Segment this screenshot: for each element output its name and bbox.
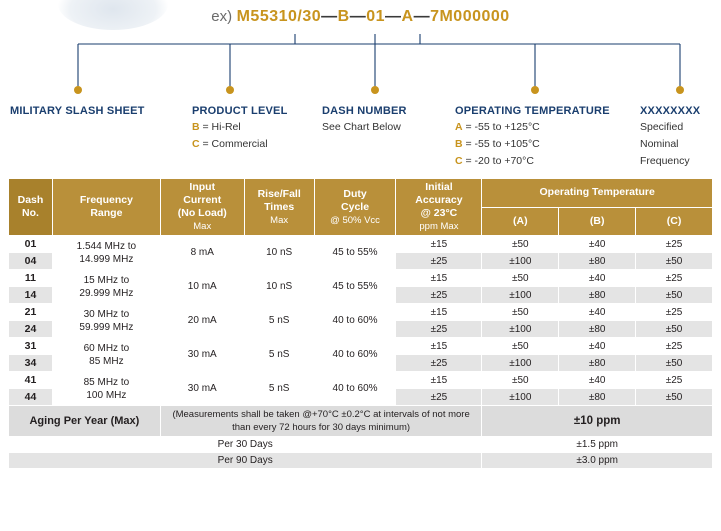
- cell-dash-no: 44: [9, 389, 53, 406]
- cell-initial-accuracy: ±25: [396, 389, 482, 406]
- cell-initial-accuracy: ±15: [396, 270, 482, 287]
- cell-frequency-range: 60 MHz to 85 MHz: [52, 338, 160, 372]
- cell-temp-b: ±40: [559, 338, 636, 355]
- table-row: [9, 270, 713, 287]
- cell-rise-fall: 5 nS: [244, 372, 314, 406]
- cell-frequency-range: 1.544 MHz to 14.999 MHz: [52, 236, 160, 270]
- cell-frequency-range: 85 MHz to 100 MHz: [52, 372, 160, 406]
- header-operating-temperature: Operating Temperature: [482, 179, 713, 208]
- legend-line: A = -55 to +125°C: [455, 121, 540, 133]
- legend-item-frequency: [640, 105, 700, 168]
- table-row: [9, 338, 713, 355]
- cell-duty-cycle: 40 to 60%: [314, 304, 396, 338]
- cell-temp-a: ±100: [482, 355, 559, 372]
- header-temp-c: (C): [636, 207, 713, 236]
- header-initial-accuracy: Initial Accuracy @ 23°C ppm Max: [396, 179, 482, 236]
- aging-sub-row: [9, 437, 713, 453]
- cell-temp-a: ±100: [482, 389, 559, 406]
- cell-dash-no: 24: [9, 321, 53, 338]
- callout-connectors: [0, 30, 721, 102]
- legend-line: See Chart Below: [322, 121, 401, 133]
- cell-temp-c: ±25: [636, 236, 713, 253]
- cell-dash-no: 21: [9, 304, 53, 321]
- aging-sub-value: ±1.5 ppm: [482, 437, 713, 453]
- cell-dash-no: 31: [9, 338, 53, 355]
- cell-temp-c: ±25: [636, 338, 713, 355]
- cell-input-current: 20 mA: [160, 304, 244, 338]
- cell-initial-accuracy: ±15: [396, 372, 482, 389]
- cell-frequency-range: 30 MHz to 59.999 MHz: [52, 304, 160, 338]
- cell-temp-c: ±50: [636, 321, 713, 338]
- legend-line: Frequency: [640, 155, 690, 167]
- cell-temp-c: ±50: [636, 287, 713, 304]
- pn-segment-frequency: 7M000000: [430, 8, 510, 25]
- cell-temp-b: ±80: [559, 389, 636, 406]
- pn-segment-dash-number: 01: [366, 8, 386, 25]
- cell-initial-accuracy: ±15: [396, 338, 482, 355]
- cell-frequency-range: 15 MHz to 29.999 MHz: [52, 270, 160, 304]
- legend-title: XXXXXXXX: [640, 105, 701, 117]
- cell-temp-c: ±25: [636, 304, 713, 321]
- legend-line: Nominal: [640, 138, 679, 150]
- header-input-current: Input Current (No Load) Max: [160, 179, 244, 236]
- cell-temp-c: ±50: [636, 389, 713, 406]
- legend-line: C = -20 to +70°C: [455, 155, 534, 167]
- pn-segment-product-level: B: [337, 8, 350, 25]
- cell-dash-no: 14: [9, 287, 53, 304]
- legend-item-product-level: [192, 105, 288, 151]
- legend-title: MILITARY SLASH SHEET: [10, 105, 145, 117]
- table-row: [9, 304, 713, 321]
- part-number-code: [237, 8, 510, 25]
- header-temp-a: (A): [482, 207, 559, 236]
- cell-temp-a: ±50: [482, 236, 559, 253]
- cell-initial-accuracy: ±15: [396, 304, 482, 321]
- table-header-row: [9, 179, 713, 208]
- cell-temp-c: ±25: [636, 270, 713, 287]
- aging-sub-row: [9, 453, 713, 469]
- header-duty-cycle: Duty Cycle @ 50% Vcc: [314, 179, 396, 236]
- cell-temp-b: ±40: [559, 236, 636, 253]
- cell-initial-accuracy: ±25: [396, 287, 482, 304]
- cell-temp-b: ±40: [559, 270, 636, 287]
- cell-dash-no: 11: [9, 270, 53, 287]
- cell-duty-cycle: 45 to 55%: [314, 270, 396, 304]
- cell-temp-a: ±50: [482, 372, 559, 389]
- cell-dash-no: 04: [9, 253, 53, 270]
- cell-rise-fall: 5 nS: [244, 338, 314, 372]
- legend-line: B = -55 to +105°C: [455, 138, 540, 150]
- aging-label: Aging Per Year (Max): [9, 406, 161, 437]
- part-number-example: [0, 8, 721, 26]
- cell-temp-c: ±50: [636, 253, 713, 270]
- cell-input-current: 30 mA: [160, 338, 244, 372]
- cell-initial-accuracy: ±15: [396, 236, 482, 253]
- cell-initial-accuracy: ±25: [396, 321, 482, 338]
- aging-note: (Measurements shall be taken @+70°C ±0.2°C at intervals of not more than every 72 hours for 30 days minimum): [160, 406, 482, 437]
- cell-duty-cycle: 40 to 60%: [314, 372, 396, 406]
- aging-value: ±10 ppm: [482, 406, 713, 437]
- pn-separator-4: —: [413, 8, 431, 25]
- cell-temp-a: ±50: [482, 338, 559, 355]
- cell-duty-cycle: 40 to 60%: [314, 338, 396, 372]
- cell-initial-accuracy: ±25: [396, 355, 482, 372]
- pn-segment-slash-sheet: M55310/30: [236, 8, 322, 25]
- header-rise-fall-times: Rise/Fall Times Max: [244, 179, 314, 236]
- cell-temp-a: ±100: [482, 321, 559, 338]
- legend-item-military-slash-sheet: [10, 105, 145, 117]
- example-prefix: ex): [211, 8, 233, 25]
- legend-title: DASH NUMBER: [322, 105, 407, 117]
- legend-line: B = Hi-Rel: [192, 121, 241, 133]
- legend-title: PRODUCT LEVEL: [192, 105, 288, 117]
- table-row: [9, 236, 713, 253]
- cell-input-current: 10 mA: [160, 270, 244, 304]
- specification-table: [8, 178, 713, 469]
- legend-title: OPERATING TEMPERATURE: [455, 105, 610, 117]
- table-row: [9, 372, 713, 389]
- cell-temp-b: ±40: [559, 304, 636, 321]
- cell-dash-no: 01: [9, 236, 53, 253]
- header-temp-b: (B): [559, 207, 636, 236]
- cell-temp-b: ±80: [559, 321, 636, 338]
- header-dash-no: Dash No.: [9, 179, 53, 236]
- cell-temp-a: ±100: [482, 287, 559, 304]
- cell-temp-b: ±80: [559, 355, 636, 372]
- cell-initial-accuracy: ±25: [396, 253, 482, 270]
- aging-sub-value: ±3.0 ppm: [482, 453, 713, 469]
- cell-temp-b: ±40: [559, 372, 636, 389]
- cell-temp-b: ±80: [559, 287, 636, 304]
- cell-dash-no: 34: [9, 355, 53, 372]
- cell-temp-c: ±25: [636, 372, 713, 389]
- pn-separator-1: —: [321, 8, 338, 25]
- cell-input-current: 30 mA: [160, 372, 244, 406]
- cell-temp-b: ±80: [559, 253, 636, 270]
- legend-item-dash-number: [322, 105, 407, 134]
- cell-temp-c: ±50: [636, 355, 713, 372]
- pn-segment-op-temp: A: [401, 8, 414, 25]
- cell-rise-fall: 10 nS: [244, 270, 314, 304]
- cell-temp-a: ±50: [482, 304, 559, 321]
- legend-line: C = Commercial: [192, 138, 268, 150]
- cell-input-current: 8 mA: [160, 236, 244, 270]
- cell-temp-a: ±100: [482, 253, 559, 270]
- aging-row: [9, 406, 713, 437]
- legend-row: [0, 105, 721, 167]
- cell-dash-no: 41: [9, 372, 53, 389]
- header-frequency-range: Frequency Range: [52, 179, 160, 236]
- legend-line: Specified: [640, 121, 684, 133]
- cell-duty-cycle: 45 to 55%: [314, 236, 396, 270]
- pn-separator-3: —: [385, 8, 402, 25]
- aging-sub-label: Per 90 Days: [9, 453, 482, 469]
- legend-item-operating-temperature: [455, 105, 610, 168]
- aging-sub-label: Per 30 Days: [9, 437, 482, 453]
- cell-temp-a: ±50: [482, 270, 559, 287]
- pn-separator-2: —: [349, 8, 367, 25]
- cell-rise-fall: 5 nS: [244, 304, 314, 338]
- cell-rise-fall: 10 nS: [244, 236, 314, 270]
